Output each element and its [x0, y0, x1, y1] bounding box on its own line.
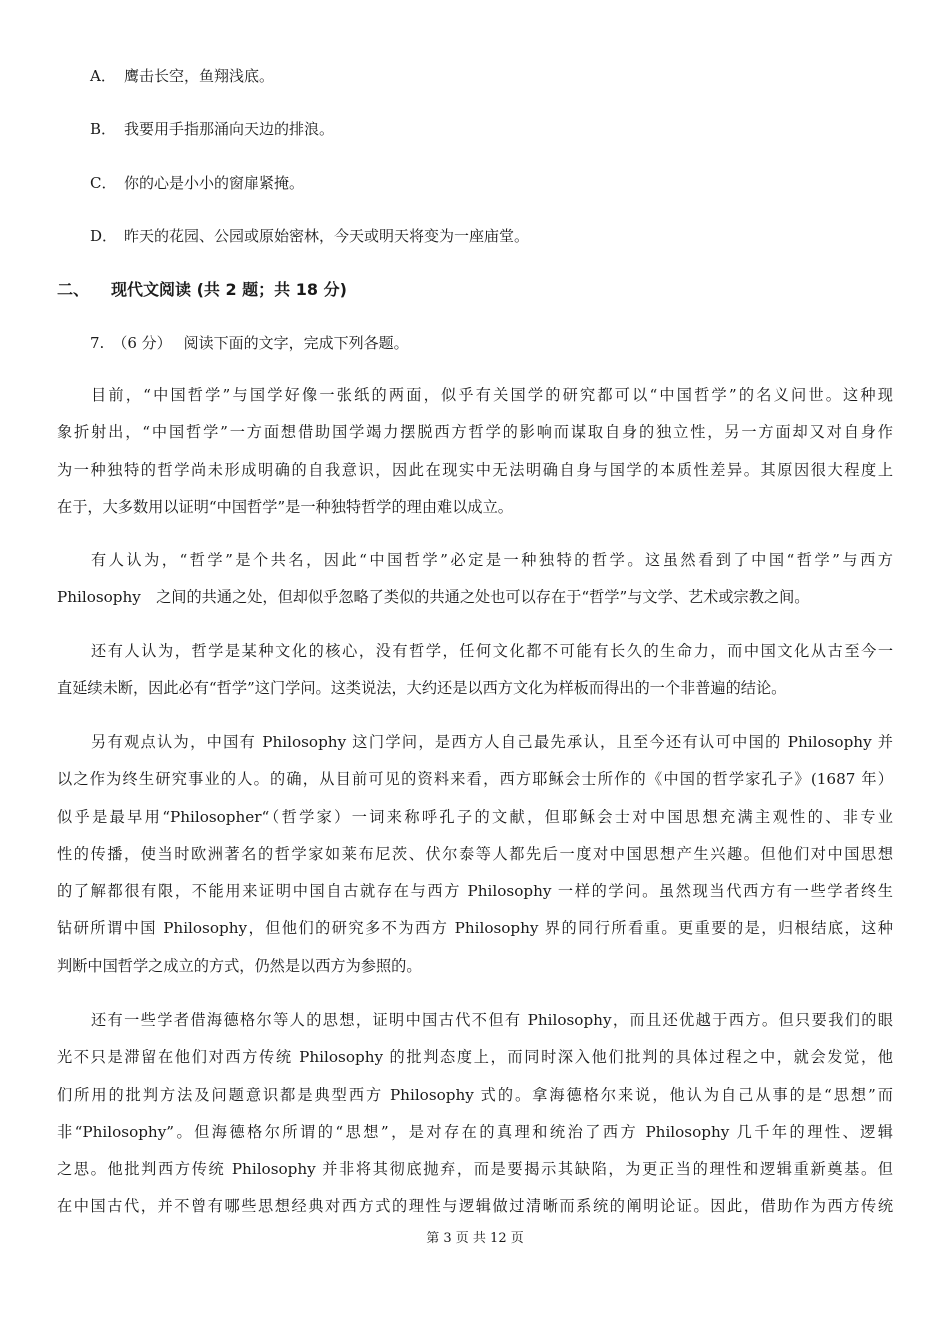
- text-line: 在于，大多数用以证明“中国哲学”是一种独特哲学的理由难以成立。: [57, 497, 513, 516]
- passage-paragraph-3: [57, 633, 893, 708]
- text-line: 以之作为终生研究事业的人。的确，从目前可见的资料来看，西方耶稣会士所作的《中国的哲学家孔子》(1687 年）: [57, 770, 893, 789]
- question-header: [90, 333, 409, 353]
- option-a: [90, 66, 274, 86]
- text-line: 另有观点认为，中国有 Philosophy 这门学问，是西方人自己最先承认，且至今还有认可中国的 Philosophy 并: [91, 733, 893, 751]
- option-letter: A．: [90, 67, 116, 85]
- page-footer: 第 3 页 共 12 页: [426, 1231, 524, 1246]
- text-line: 目前，“中国哲学”与国学好像一张纸的两面，似乎有关国学的研究都可以“中国哲学”的名义问世。这种现: [91, 386, 893, 404]
- option-text: 你的心是小小的窗扉紧掩。: [124, 174, 305, 192]
- text-line: 的了解都很有限，不能用来证明中国自古就存在与西方 Philosophy 一样的学问。虽然现当代西方有一些学者终生: [57, 882, 893, 901]
- text-line: 有人认为，“哲学”是个共名，因此“中国哲学”必定是一种独特的哲学。这虽然看到了中国“哲学”与西方: [91, 551, 893, 569]
- question-prompt: 阅读下面的文字，完成下列各题。: [183, 334, 409, 352]
- text-line: 性的传播，使当时欧洲著名的哲学家如莱布尼茨、伏尔泰等人都先后一度对中国思想产生兴趣。但他们对中国思想: [57, 844, 893, 863]
- text-line: 还有一些学者借海德格尔等人的思想，证明中国古代不但有 Philosophy，而且还优越于西方。但只要我们的眼: [91, 1011, 893, 1029]
- text-line: 直延续未断，因此必有“哲学”这门学问。这类说法，大约还是以西方文化为样板而得出的一个非普遍的结论。: [57, 679, 787, 698]
- text-line: Philosophy 之间的共通之处，但却似乎忽略了类似的共通之处也可以存在于“哲学”与文学、艺术或宗教之间。: [57, 588, 810, 607]
- option-text: 昨天的花园、公园或原始密林，今天或明天将变为一座庙堂。: [124, 227, 530, 245]
- option-b: [90, 119, 334, 139]
- section-title: 现代文阅读 (共 2 题；共 18 分): [111, 280, 347, 299]
- passage-paragraph-4: [57, 724, 893, 985]
- section-heading: [57, 279, 347, 301]
- text-line: 在中国古代，并不曾有哪些思想经典对西方式的理性与逻辑做过清晰而系统的阐明论证。因此，借助作为西方传统: [57, 1197, 893, 1216]
- option-letter: D．: [90, 227, 118, 245]
- question-number: 7.: [90, 334, 105, 352]
- text-line: 光不只是滞留在他们对西方传统 Philosophy 的批判态度上，而同时深入他们批判的具体过程之中，就会发觉，他: [57, 1048, 893, 1067]
- text-line: 们所用的批判方法及问题意识都是典型西方 Philosophy 式的。拿海德格尔来说，他认为自己从事的是“思想”而: [57, 1085, 893, 1104]
- option-text: 鹰击长空，鱼翔浅底。: [124, 67, 275, 85]
- option-text: 我要用手指那涌向天边的排浪。: [124, 120, 335, 138]
- passage-paragraph-5: [57, 1002, 893, 1226]
- section-number: 二、: [57, 280, 90, 299]
- text-line: 钻研所谓中国 Philosophy，但他们的研究多不为西方 Philosophy 界的同行所看重。更重要的是，归根结底，这种: [57, 919, 893, 938]
- text-line: 非“Philosophy”。但海德格尔所谓的“思想”，是对存在的真理和统治了西方 Philosophy 几千年的理性、逻辑: [57, 1122, 893, 1141]
- question-score: （6 分）: [112, 334, 172, 352]
- text-line: 还有人认为，哲学是某种文化的核心，没有哲学，任何文化都不可能有长久的生命力，而中国文化从古至今一: [91, 642, 893, 660]
- passage-paragraph-1: [57, 377, 893, 526]
- text-line: 之思。他批判西方传统 Philosophy 并非将其彻底抛弃，而是要揭示其缺陷，为更正当的理性和逻辑重新奠基。但: [57, 1160, 893, 1179]
- option-c: [90, 173, 304, 193]
- text-line: 象折射出，“中国哲学”一方面想借助国学竭力摆脱西方哲学的影响而谋取自身的独立性，另一方面却又对自身作: [57, 423, 893, 442]
- text-line: 为一种独特的哲学尚未形成明确的自我意识，因此在现实中无法明确自身与国学的本质性差异。其原因很大程度上: [57, 460, 893, 479]
- option-d: [90, 226, 529, 246]
- text-line: 判断中国哲学之成立的方式，仍然是以西方为参照的。: [57, 956, 422, 975]
- passage-paragraph-2: [57, 542, 893, 617]
- option-letter: B．: [90, 120, 117, 138]
- text-line: 似乎是最早用“Philosopher“（哲学家）一词来称呼孔子的文献，但耶稣会士对中国思想充满主观性的、非专业: [57, 807, 893, 826]
- option-letter: C．: [90, 174, 117, 192]
